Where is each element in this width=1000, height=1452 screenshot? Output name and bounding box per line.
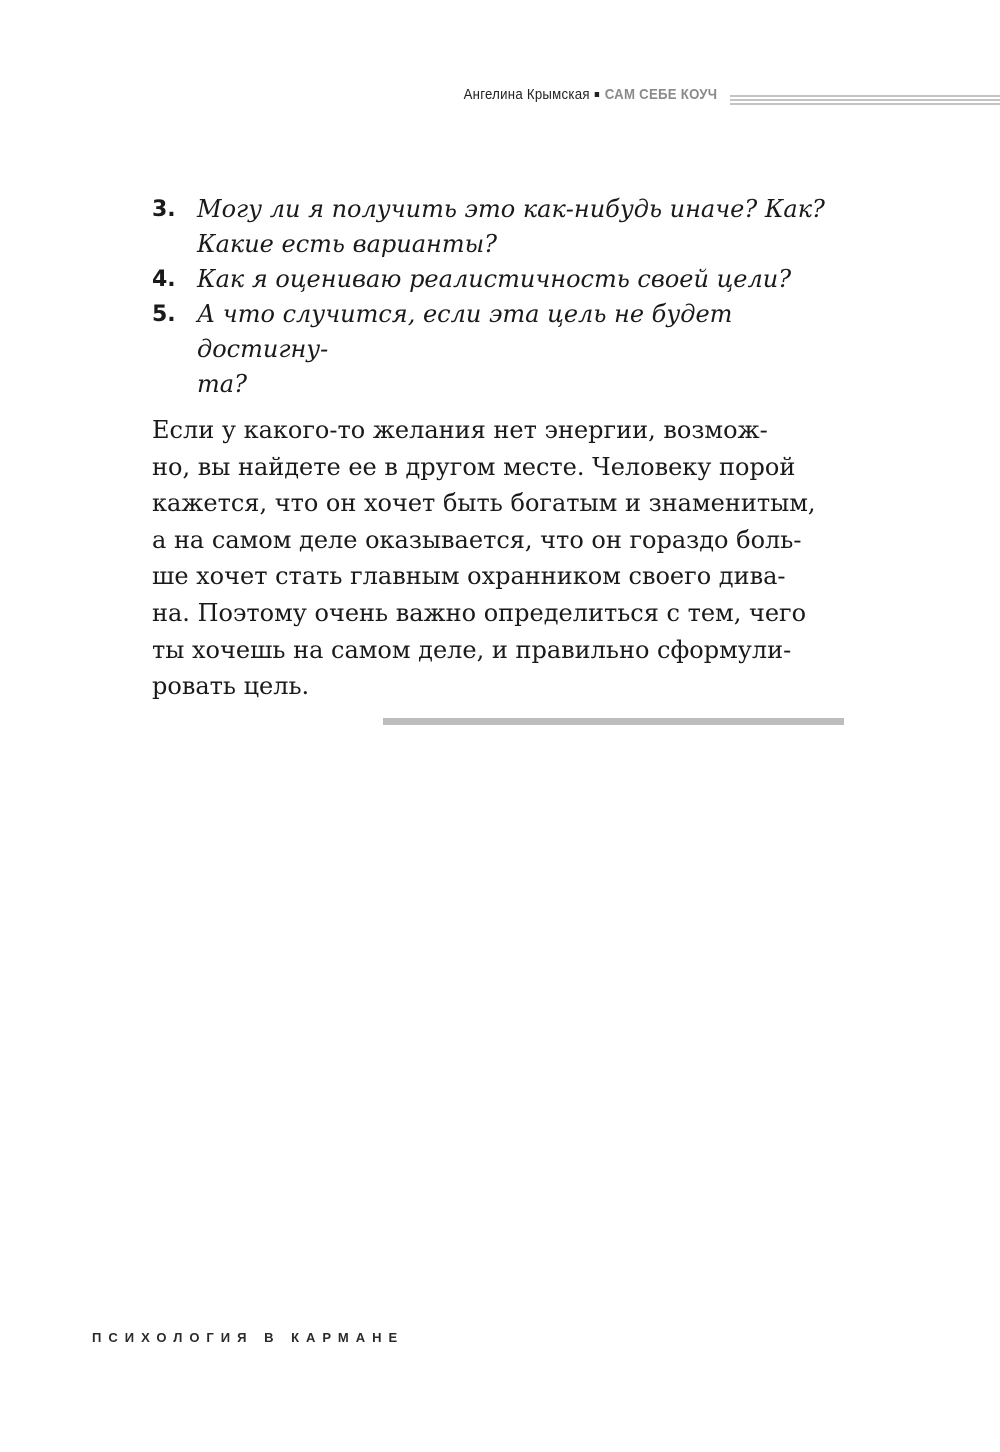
question-item [152, 262, 852, 297]
question-number: 4. [152, 267, 176, 292]
header-text [463, 86, 717, 103]
question-text: Могу ли я получить это как-нибудь иначе? Как? Какие есть варианты? [197, 195, 825, 258]
question-number: 5. [152, 302, 176, 327]
question-text: А что случится, если эта цель не будет достигну- та? [197, 300, 733, 398]
question-item [152, 192, 852, 262]
running-header [0, 86, 1000, 110]
header-author: Ангелина Крымская [463, 86, 590, 103]
footer-series-name: ПСИХОЛОГИЯ В КАРМАНЕ [92, 1330, 405, 1345]
header-separator-square [595, 92, 599, 97]
header-rule-lines [730, 95, 1000, 107]
section-divider [383, 718, 844, 725]
body-paragraph: Если у какого-то желания нет энергии, возмож- но, вы найдете ее в другом месте. Человеку порой кажется, что он хочет быть богатым и знаменитым, а на самом деле оказывается, что он гораздо боль- ше хочет стать главным охранником своего дива- на. Поэтому очень важно определиться с тем, чего ты хочешь на самом деле, и правильно сформули- ровать цель. [152, 416, 816, 701]
header-book-title: САМ СЕБЕ КОУЧ [604, 86, 717, 103]
question-number: 3. [152, 197, 176, 222]
question-list [152, 192, 852, 402]
question-text: Как я оцениваю реалистичность своей цели? [197, 265, 792, 293]
question-item [152, 297, 852, 402]
